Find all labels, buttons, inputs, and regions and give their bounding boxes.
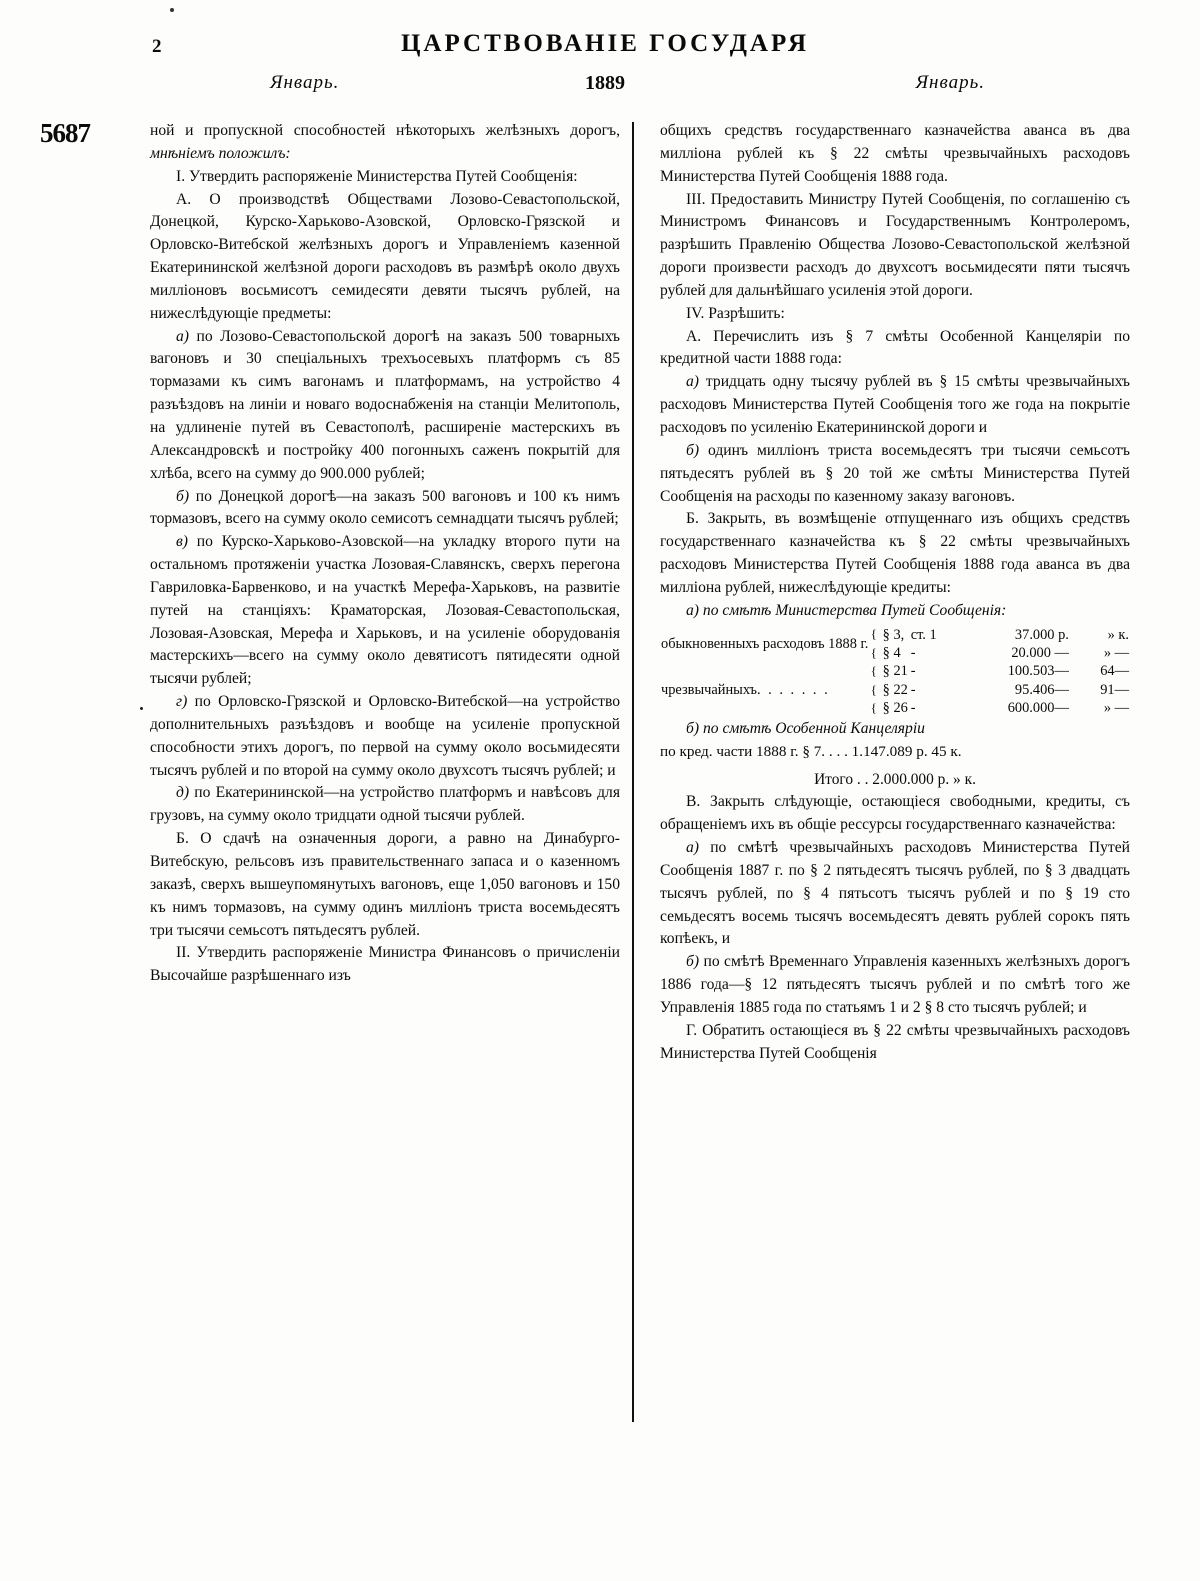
cell-paragraph: § 3, <box>882 626 905 643</box>
cell-paragraph: § 22 <box>882 681 908 698</box>
table-row <box>660 626 1130 644</box>
article-number: 5687 <box>40 118 90 148</box>
paragraph-item-v: в) по Курско-Харьково-Азовской—на укладку второго пути на остальномъ протяженiи участка Лозовая-Славянскъ, сверхъ перегона Гавриловка-Барвенково, и на участкѣ Мерефа-Харьковъ, на развитiе путей на станцiяхъ: Краматорская, Лозовая-Севастопольская, Лозовая-Азовская, Мерефа и Харьковъ, и на усиленiе оборудованiя мастерскихъ—всего на сумму около девятисотъ пятидесяти одной тысячи рублей; <box>150 533 620 688</box>
paragraph-item-d: д) по Екатерининской—на устройство платформъ и навѣсовъ для грузовъ, на сумму около тридцати одной тысячи рублей. <box>150 784 620 825</box>
credit-line: по кред. части 1888 г. § 7. . . . 1.147.089 р. 45 к. <box>660 742 962 760</box>
cell-sum: 100.503— <box>1007 663 1069 680</box>
cell-sum: 95.406— <box>1014 681 1069 698</box>
cell-kopecks: » — <box>1103 645 1129 661</box>
right-column <box>660 120 1130 1066</box>
cell-paragraph: § 21 <box>882 663 908 680</box>
cell-paragraph: § 26 <box>882 700 908 717</box>
paragraph-item-g: г) по Орловско-Грязской и Орловско-Витебской—на устройство дополнительныхъ разъѣздовъ и вообще на усиленiе пропускной способности этихъ дорогъ, по первой на сумму около восьмидесяти тысячъ рублей и по второй на сумму около двухсотъ тысячъ рублей; и <box>150 693 620 779</box>
cell-article: - <box>910 700 916 717</box>
paragraph-clause-IV: IV. Разрѣшить: <box>686 304 785 322</box>
folio-number: 2 <box>152 36 162 57</box>
brace-icon: { <box>870 644 876 660</box>
paragraph-v-item-b: б) по смѣтѣ Временнаго Управленiя казенныхъ желѣзныхъ дорогъ 1886 года—§ 12 пятьдесятъ тысячъ рублей и по смѣтѣ того же Управленiя 1885 года по статьямъ 1 и 2 § 8 сто тысячъ рублей; и <box>660 953 1130 1017</box>
paragraph-iv-item-a: а) тридцать одну тысячу рублей въ § 15 смѣты чрезвычайныхъ расходовъ Министерства Путей Сообщенiя того же года на покрытiе расходовъ по усиленiю Екатерининской дороги и <box>660 373 1130 436</box>
brace-icon: { <box>870 626 876 642</box>
cell-article: - <box>910 681 916 698</box>
paragraph-clause-IV-A: А. Перечислить изъ § 7 смѣты Особенной Канцелярiи по кредитной части 1888 года: <box>660 327 1130 368</box>
cell-sum: 37.000 р. <box>1014 626 1069 643</box>
row-label-ordinary: обыкновенныхъ расходовъ 1888 г. <box>661 635 869 652</box>
cell-article: - <box>910 645 916 661</box>
cell-kopecks: » к. <box>1107 626 1129 643</box>
cell-kopecks: 64— <box>1100 663 1129 680</box>
paragraph-continuation: ной и пропускной способностей нѣкоторыхъ желѣзныхъ дорогъ, мнѣнiемъ положилъ: <box>150 122 620 162</box>
running-title: ЦАРСТВОВАНIЕ ГОСУДАРЯ <box>400 30 810 57</box>
cell-kopecks: 91— <box>1100 681 1129 698</box>
paragraph-clause-I-A: А. О производствѣ Обществами Лозово-Севастопольской, Донецкой, Курско-Харьково-Азовской, Орловско-Грязской и Орловско-Витебской желѣзныхъ дорогъ и Управленiемъ казенной Екатерининской желѣзной дороги расходовъ въ размѣрѣ около двухъ миллiоновъ восьмисотъ семидесяти девяти тысячъ рублей, на нижеслѣдующiе предметы: <box>150 190 620 322</box>
row-label-extraordinary: чрезвычайныхъ. . . . . . . <box>661 681 830 698</box>
paragraph-budget-item-b: б) по смѣтѣ Особенной Канцелярiи <box>686 719 925 737</box>
month-left: Январь. <box>270 72 340 93</box>
table-row <box>660 662 1130 680</box>
brace-icon: { <box>870 700 876 716</box>
page-speck <box>170 8 174 12</box>
paragraph-clause-IV-V: В. Закрыть слѣдующiе, остающiеся свободными, кредиты, съ обращенiемъ ихъ въ общiе рессурсы государственнаго казначейства: <box>660 793 1130 834</box>
budget-table <box>660 626 1130 718</box>
total-line: Итого . . 2.000.000 р. » к. <box>814 770 976 788</box>
paragraph-clause-III: III. Предоставить Министру Путей Сообщенiя, по соглашенiю съ Министромъ Финансовъ и Государственнымъ Контролеромъ, разрѣшить Правленiю Общества Лозово-Севастопольской желѣзной дороги произвести расходъ до двухсотъ восьмидесяти пяти тысячъ рублей для дальнѣйшаго усиленiя этой дороги. <box>660 190 1130 299</box>
paragraph-budget-item-a: а) по смѣтѣ Министерства Путей Сообщенiя: <box>686 601 1007 619</box>
cell-article: ст. 1 <box>910 626 937 643</box>
margin-speck <box>140 707 143 710</box>
month-right: Январь. <box>915 72 985 93</box>
cell-article: - <box>910 663 916 680</box>
paragraph-clause-IV-B: Б. Закрыть, въ возмѣщенiе отпущеннаго изъ общихъ средствъ государственнаго казначейства къ § 22 смѣты чрезвычайныхъ расходовъ Министерства Путей Сообщенiя 1888 года аванса въ два миллiона рублей, нижеслѣдующiе кредиты: <box>660 510 1130 596</box>
brace-icon: { <box>870 681 876 697</box>
paragraph-clause-IV-G: Г. Обратить остающiеся въ § 22 смѣты чрезвычайныхъ расходовъ Министерства Путей Сообщенiя <box>660 1021 1130 1062</box>
paragraph-item-a: а) по Лозово-Севастопольской дорогѣ на заказъ 500 товарныхъ вагоновъ и 30 спецiальныхъ трехъосевыхъ платформъ съ 85 тормазами къ симъ вагонамъ и платформамъ, на устройство 4 разъѣздовъ на линiи и новаго водоснабженiя на станцiи Мелитополь, на удлиненiе путей въ Севастополѣ, расширенiе мастерскихъ въ Александровскѣ и постройку 400 погонныхъ саженъ покрытiй для хлѣба, всего на сумму до 900.000 рублей; <box>150 327 620 482</box>
column-divider <box>632 122 634 1422</box>
left-column <box>150 120 620 988</box>
cell-kopecks: » — <box>1103 700 1129 717</box>
paragraph-clause-I-B: Б. О сдачѣ на означенныя дороги, а равно на Динабурго-Витебскую, рельсовъ изъ правительственнаго запаса и о казенномъ заказѣ, сверхъ вышеупомянутыхъ вагоновъ, еще 1,050 вагоновъ и 150 къ нимъ тормазовъ, на сумму одинъ миллiонъ триста восемьдесятъ три тысячи семьсотъ пятьдесятъ рублей. <box>150 830 620 939</box>
page-header <box>80 30 1130 102</box>
paragraph-clause-I: I. Утвердить распоряженiе Министерства Путей Сообщенiя: <box>176 167 578 185</box>
year: 1889 <box>585 72 625 94</box>
paragraph-item-b: б) по Донецкой дорогѣ—на заказъ 500 вагоновъ и 100 къ нимъ тормазовъ, всего на сумму около семисотъ семнадцати тысячъ рублей; <box>150 487 620 528</box>
cell-paragraph: § 4 <box>882 645 901 661</box>
brace-icon: { <box>870 663 876 679</box>
cell-sum: 20.000 — <box>1011 645 1069 661</box>
cell-sum: 600.000— <box>1007 700 1069 717</box>
paragraph-v-item-a: а) по смѣтѣ чрезвычайныхъ расходовъ Министерства Путей Сообщенiя 1887 г. по § 2 пятьдесятъ тысячъ рублей, по § 3 двадцать тысячъ рублей, по § 4 пятьсотъ тысячъ рублей и по § 19 сто семьдесятъ восемь тысячъ восемьдесятъ девять рублей сорокъ пять копѣекъ, и <box>660 839 1130 948</box>
paragraph-continuation-right: общихъ средствъ государственнаго казначейства аванса въ два миллiона рублей къ § 22 смѣты чрезвычайныхъ расходовъ Министерства Путей Сообщенiя 1888 года. <box>660 122 1130 185</box>
paragraph-iv-item-b: б) одинъ миллiонъ триста восемьдесятъ три тысячи семьсотъ пятьдесятъ рублей въ § 20 той же смѣты Министерства Путей Сообщенiя на расходы по казенному заказу вагоновъ. <box>660 441 1130 505</box>
paragraph-clause-II: II. Утвердить распоряженiе Министра Финансовъ о причисленiи Высочайше разрѣшеннаго изъ <box>150 944 620 985</box>
